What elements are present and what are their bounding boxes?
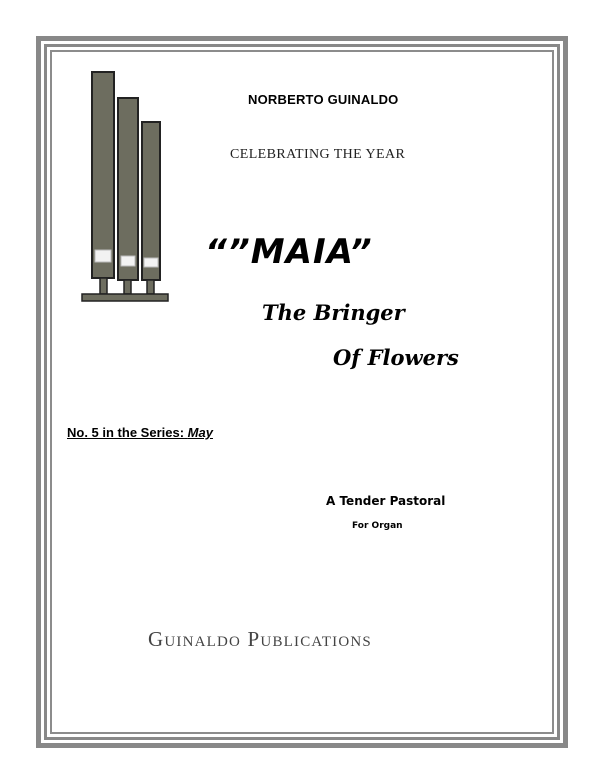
- work-description: A Tender Pastoral: [326, 494, 446, 508]
- work-subtitle-line-2: Of Flowers: [333, 345, 459, 370]
- collection-subtitle: CELEBRATING THE YEAR: [230, 147, 406, 162]
- publisher-name: Guinaldo Publications: [148, 627, 372, 651]
- composer-name: NORBERTO GUINALDO: [248, 92, 399, 107]
- instrumentation: For Organ: [352, 521, 403, 531]
- series-number: [67, 425, 213, 440]
- series-prefix: No. 5 in the Series:: [67, 425, 185, 440]
- work-subtitle-line-1: The Bringer: [262, 300, 405, 325]
- series-month: May: [187, 425, 213, 440]
- work-title: “”MAIA”: [205, 232, 373, 272]
- organ-pipes-icon: [80, 70, 172, 304]
